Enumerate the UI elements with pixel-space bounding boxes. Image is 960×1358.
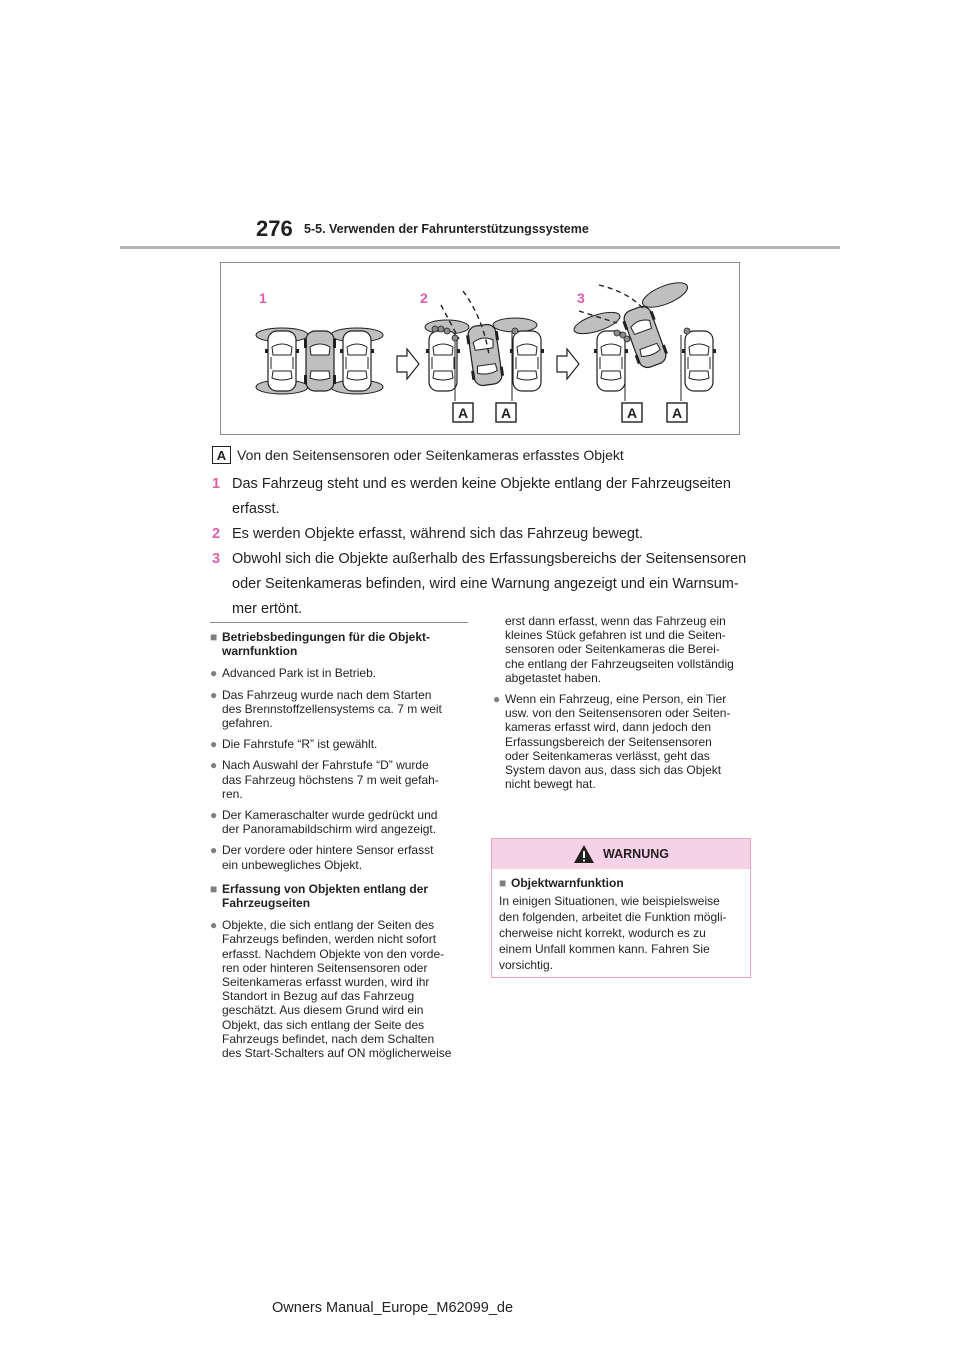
warning-subheading bbox=[499, 875, 743, 891]
step-text-line: Es werden Objekte erfasst, während sich das Fahrzeug bewegt. bbox=[232, 526, 644, 542]
warning-triangle-icon bbox=[573, 844, 595, 864]
list-item bbox=[210, 688, 468, 731]
bullet-icon: ● bbox=[210, 687, 218, 702]
bullet-icon: ● bbox=[210, 918, 218, 933]
list-item-line: ren oder hinteren Seitensensoren oder bbox=[222, 960, 428, 975]
list-item-line: System davon aus, dass sich das Objekt bbox=[505, 763, 722, 778]
warning-title: WARNUNG bbox=[603, 847, 669, 861]
bullet-icon: ● bbox=[210, 666, 218, 681]
marker-label: A bbox=[626, 405, 638, 421]
legend-marker: A bbox=[212, 446, 231, 464]
warning-header bbox=[492, 839, 750, 869]
bullet-icon: ● bbox=[210, 737, 218, 752]
legend-text: Von den Seitensensoren oder Seitenkameras erfasstes Objekt bbox=[237, 447, 624, 463]
list-item-line: Der vordere oder hintere Sensor erfasst bbox=[222, 843, 434, 858]
footer-text: Owners Manual_Europe_M62099_de bbox=[272, 1300, 514, 1316]
warning-heading-text: Objektwarnfunktion bbox=[511, 876, 624, 890]
list-item-line: erfasst. Nachdem Objekte von den vorde- bbox=[222, 946, 445, 961]
list-item-line: kameras erfasst wird, dann jedoch den bbox=[505, 720, 712, 735]
arrow-icon bbox=[397, 349, 419, 379]
list-item-line: Wenn ein Fahrzeug, eine Person, ein Tier bbox=[505, 692, 727, 707]
left-column bbox=[210, 630, 468, 1067]
step-3 bbox=[212, 547, 752, 622]
step-label-3: 3 bbox=[577, 290, 585, 306]
warning-line: In einigen Situationen, wie beispielsweise bbox=[499, 894, 720, 908]
list-item-line: Nach Auswahl der Fahrstufe “D” wurde bbox=[222, 758, 429, 773]
warning-line: cherweise nicht korrekt, wodurch es zu bbox=[499, 926, 706, 940]
figure-legend bbox=[212, 446, 624, 464]
step-1 bbox=[212, 472, 752, 522]
step-text-line: Obwohl sich die Objekte außerhalb des Erfassungsbereichs der Seitensensoren bbox=[232, 551, 747, 567]
warning-line: vorsichtig. bbox=[499, 958, 554, 972]
bullet-icon: ● bbox=[210, 843, 218, 858]
list-item-line: usw. von den Seitensensoren oder Seiten- bbox=[505, 706, 731, 721]
list-item-line: oder Seitenkameras verlässt, geht das bbox=[505, 748, 710, 763]
section-heading bbox=[210, 882, 468, 910]
bullet-icon: ● bbox=[210, 808, 218, 823]
list-item-line: Seitenkameras erfasst wurden, wird ihr bbox=[222, 975, 430, 990]
step-text-line: erfasst. bbox=[232, 501, 280, 517]
parking-illustration bbox=[220, 262, 740, 435]
scene-1 bbox=[256, 328, 383, 394]
object-marker-a bbox=[453, 403, 473, 422]
warning-line: einem Unfall kommen kann. Fahren Sie bbox=[499, 942, 710, 956]
list-item-line: der Panoramabildschirm wird angezeigt. bbox=[222, 822, 437, 837]
list-item-line: Standort in Bezug auf das Fahrzeug bbox=[222, 989, 415, 1004]
paragraph-line: kleines Stück gefahren ist und die Seiten- bbox=[505, 628, 726, 643]
section-title: 5-5. Verwenden der Fahrunterstützungssysteme bbox=[304, 222, 589, 236]
parking-illustration-svg bbox=[221, 263, 739, 434]
step-number: 1 bbox=[212, 476, 221, 492]
step-text-line: mer ertönt. bbox=[232, 601, 303, 617]
warning-line: den folgenden, arbeitet die Funktion mögli- bbox=[499, 910, 727, 924]
continued-paragraph bbox=[493, 614, 751, 685]
paragraph-line: sensoren oder Seitenkameras die Berei- bbox=[505, 642, 720, 657]
marker-label: A bbox=[500, 405, 512, 421]
step-number: 2 bbox=[212, 526, 221, 542]
list-item-line: nicht bewegt hat. bbox=[505, 777, 596, 792]
header-divider bbox=[120, 246, 840, 249]
page-number: 276 bbox=[256, 216, 293, 241]
heading-line: Erfassung von Objekten entlang der bbox=[222, 881, 429, 896]
list-item bbox=[210, 843, 468, 871]
list-item bbox=[210, 666, 468, 680]
step-number: 3 bbox=[212, 551, 221, 567]
object-marker-a bbox=[667, 403, 687, 422]
list-item bbox=[210, 918, 468, 1060]
step-label-2: 2 bbox=[420, 290, 428, 306]
list-item-line: des Brennstoffzellensystems ca. 7 m weit bbox=[222, 701, 442, 716]
bullet-icon: ● bbox=[493, 692, 501, 707]
bullet-icon: ● bbox=[210, 758, 218, 773]
list-item-text: Die Fahrstufe “R” ist gewählt. bbox=[222, 737, 378, 752]
section-heading bbox=[210, 630, 468, 658]
warning-body bbox=[492, 869, 750, 979]
list-item-line: des Start-Schalters auf ON möglicherweise bbox=[222, 1046, 452, 1061]
square-bullet-icon: ■ bbox=[499, 876, 507, 890]
list-item bbox=[210, 808, 468, 836]
paragraph-line: abgetastet haben. bbox=[505, 670, 602, 685]
step-label-1: 1 bbox=[259, 290, 267, 306]
list-item-line: Fahrzeugs befindet, nach dem Schalten bbox=[222, 1031, 435, 1046]
object-marker-a bbox=[622, 403, 642, 422]
list-item-line: Erfassungsbereich der Seitensensoren bbox=[505, 734, 712, 749]
list-item-line: Fahrzeugs befinden, werden nicht sofort bbox=[222, 932, 437, 947]
arrow-icon bbox=[557, 349, 579, 379]
scene-2 bbox=[425, 291, 544, 401]
list-item-line: Objekte, die sich entlang der Seiten des bbox=[222, 918, 435, 933]
heading-line: warnfunktion bbox=[222, 644, 298, 659]
list-item-line: Der Kameraschalter wurde gedrückt und bbox=[222, 808, 438, 823]
step-2 bbox=[212, 522, 752, 547]
list-item bbox=[210, 737, 468, 751]
paragraph-line: che entlang der Fahrzeugseiten vollständig bbox=[505, 656, 734, 671]
right-column bbox=[493, 614, 751, 798]
paragraph-line: erst dann erfasst, wenn das Fahrzeug ein bbox=[505, 614, 726, 628]
step-text-line: oder Seitenkameras befinden, wird eine Warnung angezeigt und ein Warnsum- bbox=[232, 576, 739, 592]
list-item bbox=[493, 692, 751, 791]
square-bullet-icon: ■ bbox=[210, 630, 218, 644]
list-item-line: geschätzt. Aus diesem Grund wird ein bbox=[222, 1003, 424, 1018]
marker-label: A bbox=[457, 405, 469, 421]
list-item-line: das Fahrzeug höchstens 7 m weit gefah- bbox=[222, 772, 439, 787]
step-text-line: Das Fahrzeug steht und es werden keine Objekte entlang der Fahrzeugseiten bbox=[232, 476, 731, 492]
list-item-line: Das Fahrzeug wurde nach dem Starten bbox=[222, 687, 432, 702]
list-item-line: ren. bbox=[222, 786, 243, 801]
heading-line: Fahrzeugseiten bbox=[222, 896, 311, 911]
heading-line: Betriebsbedingungen für die Objekt- bbox=[222, 630, 431, 644]
warning-box bbox=[491, 838, 751, 978]
list-item-line: Objekt, das sich entlang der Seite des bbox=[222, 1017, 425, 1032]
list-item-text: Advanced Park ist in Betrieb. bbox=[222, 666, 377, 681]
marker-label: A bbox=[671, 405, 683, 421]
list-item-line: gefahren. bbox=[222, 716, 273, 731]
list-item-line: ein unbewegliches Objekt. bbox=[222, 857, 363, 872]
list-item bbox=[210, 758, 468, 801]
column-divider bbox=[210, 622, 468, 623]
scene-3 bbox=[572, 278, 716, 401]
square-bullet-icon: ■ bbox=[210, 881, 218, 896]
object-marker-a bbox=[496, 403, 516, 422]
